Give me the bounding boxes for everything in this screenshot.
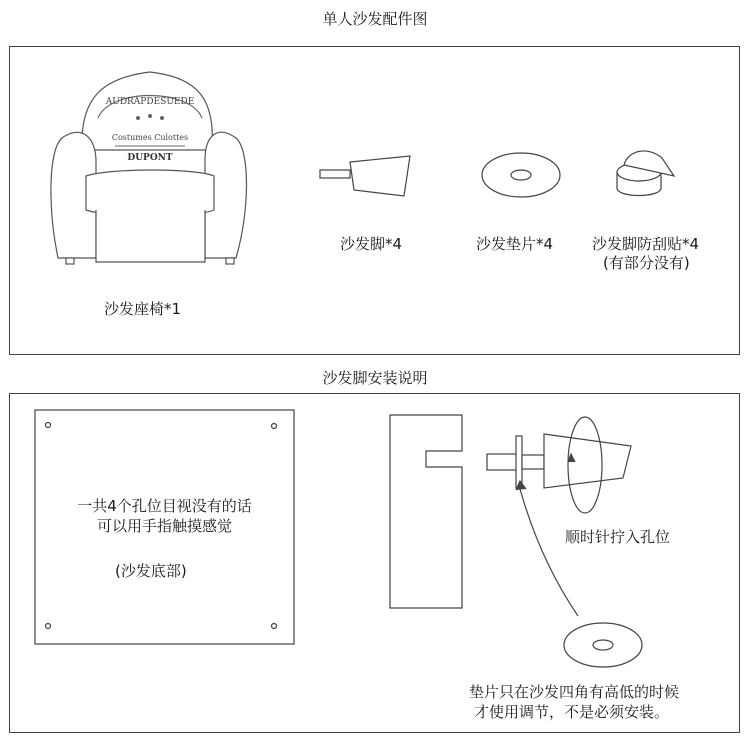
parts-section-title: 单人沙发配件图 [322,10,428,28]
pad-label: 沙发垫片*4 [476,235,554,253]
protector-note: (有部分没有) [603,254,690,272]
frame-section-illustration [390,415,462,608]
pad-note-line2: 才使用调节，不是必须安装。 [474,703,670,721]
sofa-pad-illustration [482,153,560,197]
pad-pointer-arrow [516,481,578,616]
bottom-label: (沙发底部) [115,562,187,580]
install-pad-illustration [564,623,642,667]
install-section-title: 沙发脚安装说明 [322,369,428,387]
sofa-leg-illustration [320,156,410,196]
clockwise-label: 顺时针拧入孔位 [565,528,671,546]
holes-note-line2: 可以用手指触摸感觉 [96,517,232,535]
holes-note-line1: 一共4个孔位目视没有的话 [77,497,252,515]
leg-with-screw-illustration [487,434,631,488]
leg-protector-illustration [617,151,674,196]
leg-label: 沙发脚*4 [340,235,403,253]
chair-brand-text: DUPONT [127,153,173,163]
protector-label: 沙发脚防刮贴*4 [592,235,700,253]
chair-print-line: Costumes Culottes [111,133,189,142]
chair-label: 沙发座椅*1 [104,300,182,318]
chair-arc-text: AUDRAPDESUEDE [105,97,195,107]
pad-note-line1: 垫片只在沙发四角有高低的时候 [469,683,680,701]
